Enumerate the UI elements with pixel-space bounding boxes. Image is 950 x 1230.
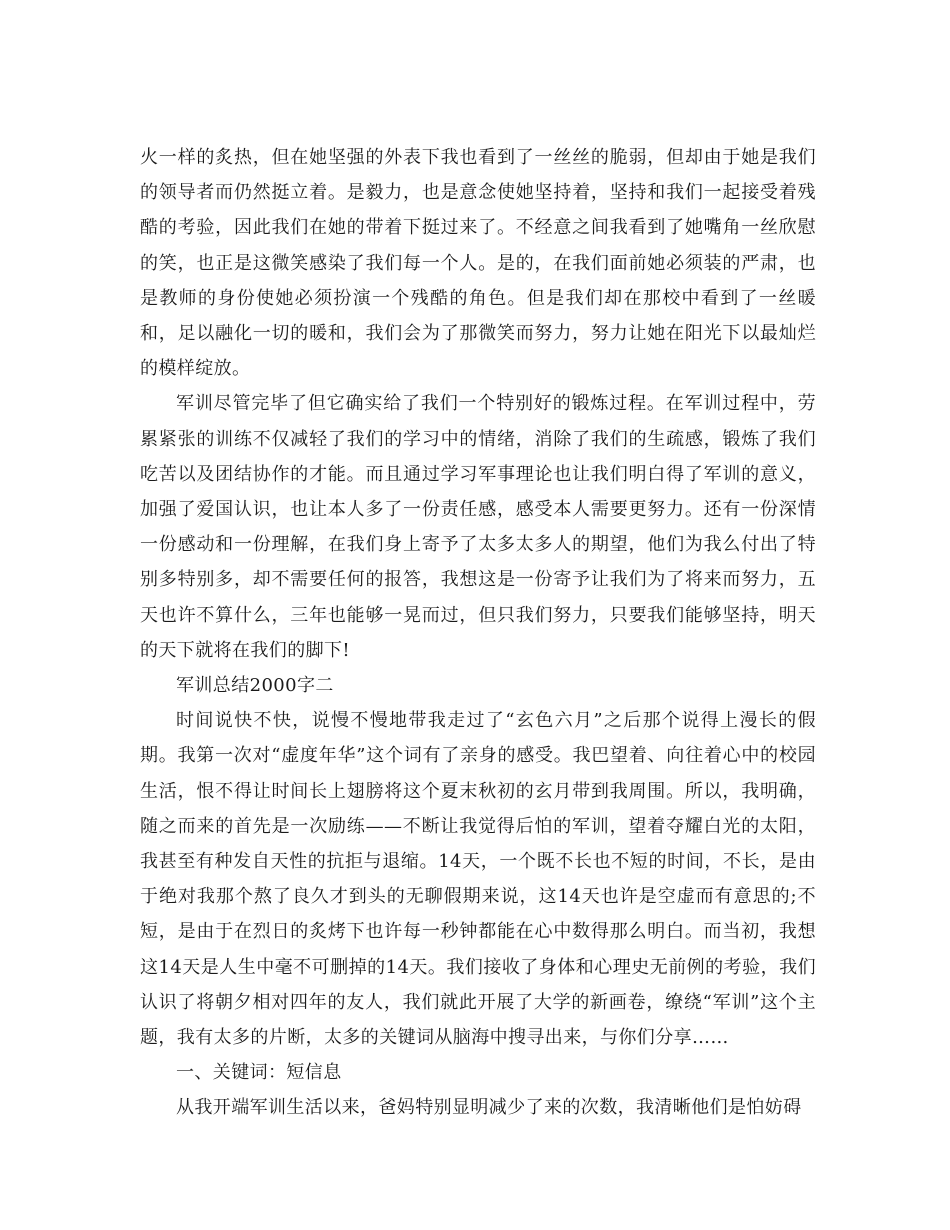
paragraph-3: 时间说快不快，说慢不慢地带我走过了“玄色六月”之后那个说得上漫长的假期。我第一次对“虚度年华”这个词有了亲身的感受。我巴望着、向往着心中的校园生活，恨不得让时间长上翅膀将这个夏末秋初的玄月带到我周围。所以，我明确，随之而来的首先是一次励练——不断让我觉得后怕的军训，望着夺耀白光的太阳，我甚至有种发自天性的抗拒与退缩。14天，一个既不长也不短的时间，不长，是由于绝对我那个熬了良久才到头的无聊假期来说，这14天也许是空虚而有意思的;不短，是由于在烈日的炙烤下也许每一秒钟都能在心中数得那么明白。而当初，我想这14天是人生中毫不可删掉的14天。我们接收了身体和心理史无前例的考验，我们认识了将朝夕相对四年的友人，我们就此开展了大学的新画卷，缭绕“军训”这个主题，我有太多的片断，太多的关键词从脑海中搜寻出来，与你们分享…… xyxy=(140,710,816,1049)
subsection-heading-keyword-sms: 一、关键词：短信息 xyxy=(176,1062,342,1084)
section-heading-military-training-summary-2: 军训总结2000字二 xyxy=(176,675,334,697)
paragraph-4: 从我开端军训生活以来，爸妈特别显明减少了来的次数，我清晰他们是怕妨碍 xyxy=(176,1097,802,1119)
paragraph-1: 火一样的炙热，但在她坚强的外表下我也看到了一丝丝的脆弱，但却由于她是我们的领导者而仍然挺立着。是毅力，也是意念使她坚持着，坚持和我们一起接受着残酷的考验，因此我们在她的带着下挺过来了。不经意之间我看到了她嘴角一丝欣慰的笑，也正是这微笑感染了我们每一个人。是的，在我们面前她必须装的严肃，也是教师的身份使她必须扮演一个残酷的角色。但是我们却在那校中看到了一丝暖和，足以融化一切的暖和，我们会为了那微笑而努力，努力让她在阳光下以最灿烂的模样绽放。 xyxy=(140,147,816,380)
paragraph-2: 军训尽管完毕了但它确实给了我们一个特别好的锻炼过程。在军训过程中，劳累紧张的训练不仅减轻了我们的学习中的情绪，消除了我们的生疏感，锻炼了我们吃苦以及团结协作的才能。而且通过学习军事理论也让我们明白得了军训的意义，加强了爱国认识，也让本人多了一份责任感，感受本人需要更努力。还有一份深情一份感动和一份理解，在我们身上寄予了太多太多人的期望，他们为我么付出了特别多特别多，却不需要任何的报答，我想这是一份寄予让我们为了将来而努力，五天也许不算什么，三年也能够一晃而过，但只我们努力，只要我们能够坚持，明天的天下就将在我们的脚下! xyxy=(140,393,816,661)
document-body xyxy=(140,140,816,1126)
